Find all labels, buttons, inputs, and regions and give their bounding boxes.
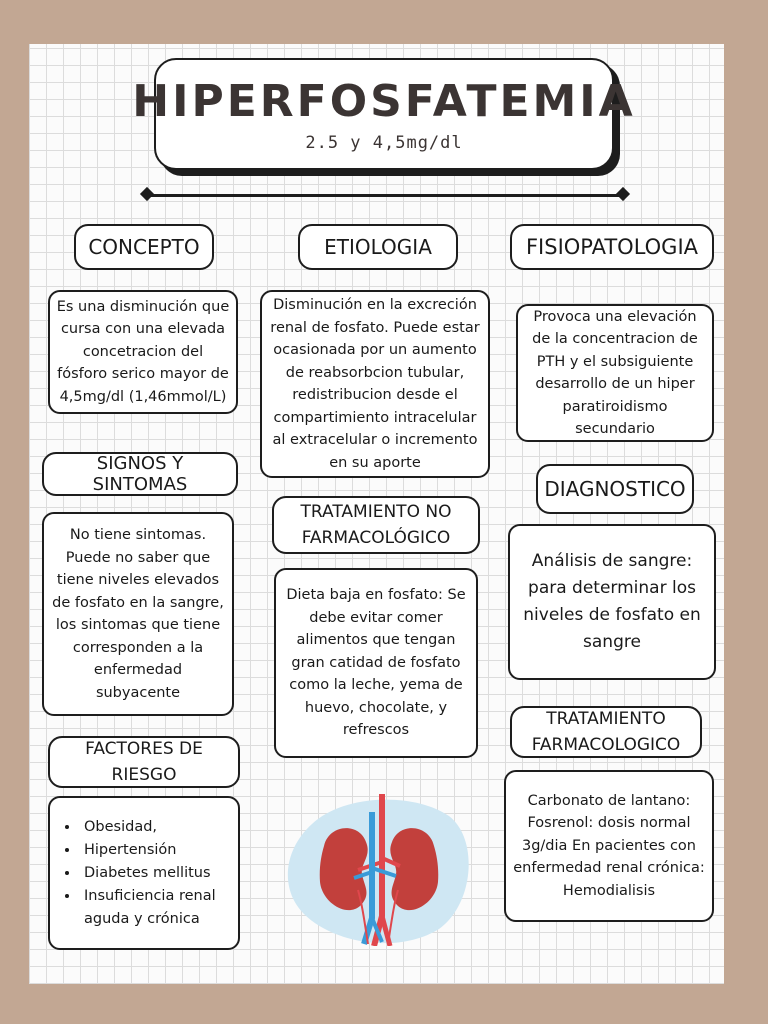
etiologia-text: Disminución en la excreción renal de fosfato. Puede estar ocasionada por un aumento de reabsorbcion tubular, redistribucion desde el compartimiento intracelular al extracelular o incremento en su aporte	[270, 297, 480, 471]
tratamiento-farm-heading	[510, 706, 702, 758]
page-title: HIPERFOSFATEMIA	[132, 75, 636, 127]
fisiopatologia-card	[516, 304, 714, 442]
factores-heading-label: FACTORES DE RIESGO	[85, 739, 203, 785]
tratamiento-no-farm-heading-label: TRATAMIENTO NO FARMACOLÓGICO	[300, 502, 452, 548]
title-card	[132, 58, 636, 170]
etiologia-heading	[298, 224, 458, 270]
signos-heading	[42, 452, 238, 496]
tratamiento-farm-card	[504, 770, 714, 922]
fisiopatologia-heading	[510, 224, 714, 270]
signos-heading-label: SIGNOS Y SINTOMAS	[92, 453, 188, 495]
factores-heading	[48, 736, 240, 788]
tratamiento-no-farm-card	[274, 568, 478, 758]
list-item: • Insuficiencia renal aguda y crónica	[80, 885, 238, 931]
concepto-heading	[74, 224, 214, 270]
signos-card	[42, 512, 234, 716]
etiologia-heading-label: ETIOLOGIA	[324, 235, 432, 259]
normal-range: 2.5 y 4,5mg/dl	[305, 132, 463, 153]
concepto-card	[48, 290, 238, 414]
concepto-text: Es una disminución que cursa con una elevada concetracion del fósforo serico mayor de 4,5mg/dl (1,46mmol/L)	[56, 298, 230, 405]
fisiopatologia-heading-label: FISIOPATOLOGIA	[525, 235, 699, 259]
divider-line	[146, 194, 624, 197]
etiologia-card	[260, 290, 490, 478]
list-item: • Hipertensión	[80, 839, 238, 862]
tratamiento-farm-heading-label: TRATAMIENTO FARMACOLOGICO	[531, 709, 681, 755]
tratamiento-no-farm-heading	[272, 496, 480, 554]
list-item: • Diabetes mellitus	[80, 862, 238, 885]
list-item: • Obesidad,	[80, 816, 238, 839]
factores-card	[48, 796, 240, 950]
diagnostico-heading-label: DIAGNOSTICO	[544, 477, 686, 501]
signos-text: No tiene sintomas. Puede no saber que tiene niveles elevados de fosfato en la sangre, los sintomas que tiene corresponden a la enfermedad subyacente	[52, 527, 224, 701]
concepto-heading-label: CONCEPTO	[88, 235, 200, 259]
kidneys-illustration	[274, 794, 484, 946]
diagnostico-text: Análisis de sangre: para determinar los niveles de fosfato en sangre	[523, 551, 701, 652]
tratamiento-no-farm-text: Dieta baja en fosfato: Se debe evitar comer alimentos que tengan gran catidad de fosfato como la leche, yema de huevo, chocolate, y refrescos	[286, 587, 466, 739]
fisiopatologia-text: Provoca una elevación de la concentracion de PTH y el subsiguiente desarrollo de un hiper paratiroidismo secundario	[532, 308, 698, 437]
factores-list	[50, 816, 238, 931]
diagnostico-heading	[536, 464, 694, 514]
tratamiento-farm-text: Carbonato de lantano: Fosrenol: dosis normal 3g/dia En pacientes con enfermedad renal crónica: Hemodialisis	[513, 792, 705, 899]
kidneys-icon	[274, 794, 484, 946]
diagnostico-card	[508, 524, 716, 680]
